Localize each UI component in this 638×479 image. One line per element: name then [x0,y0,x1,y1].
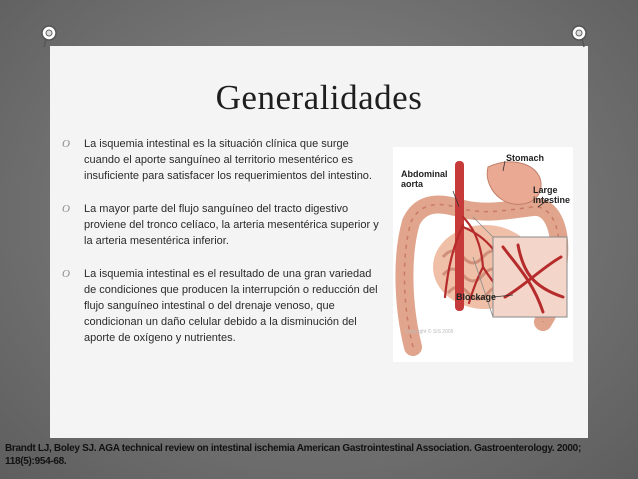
bullet-text: La isquemia intestinal es el resultado de una gran variedad de condiciones que producen la interrupción o reducción del flujo sanguíneo intestinal o del drenaje venoso, que condicionan un daño celular debido a la disminución del aporte de oxígeno y nutrientes. [84,268,378,344]
intestine-anatomy-figure [393,147,573,362]
label-abdominal-aorta: Abdominal aorta [401,169,448,189]
bullet-item [62,136,380,184]
bullet-text: La isquemia intestinal es la situación clínica que surge cuando el aporte sanguíneo al territorio mesentérico es insuficiente para satisfacer los requerimientos del intestino. [84,138,372,182]
bullet-item [62,266,380,346]
citation: Brandt LJ, Boley SJ. AGA technical review on intestinal ischemia American Gastrointestinal Association. Gastroenterology. 2000; 118(5):954-68. [5,443,581,467]
bullet-list [62,136,380,363]
pushpin-icon [568,24,590,48]
bullet-item [62,201,380,249]
label-stomach: Stomach [506,153,545,163]
label-large-intestine: Large intestine [533,185,571,205]
pushpin-icon [38,24,60,48]
bullet-text: La mayor parte del flujo sanguíneo del tracto digestivo proviene del tronco celíaco, la arteria mesentérica superior y la arteria mesentérica inferior. [84,203,379,247]
bullet-marker: O [62,268,70,280]
bullet-marker: O [62,203,70,215]
figure-copyright: Copyright © SIS 2005 [405,329,454,335]
slide-title: Generalidades [215,78,423,117]
bullet-marker: O [62,138,70,150]
label-blockage: Blockage [456,292,497,302]
